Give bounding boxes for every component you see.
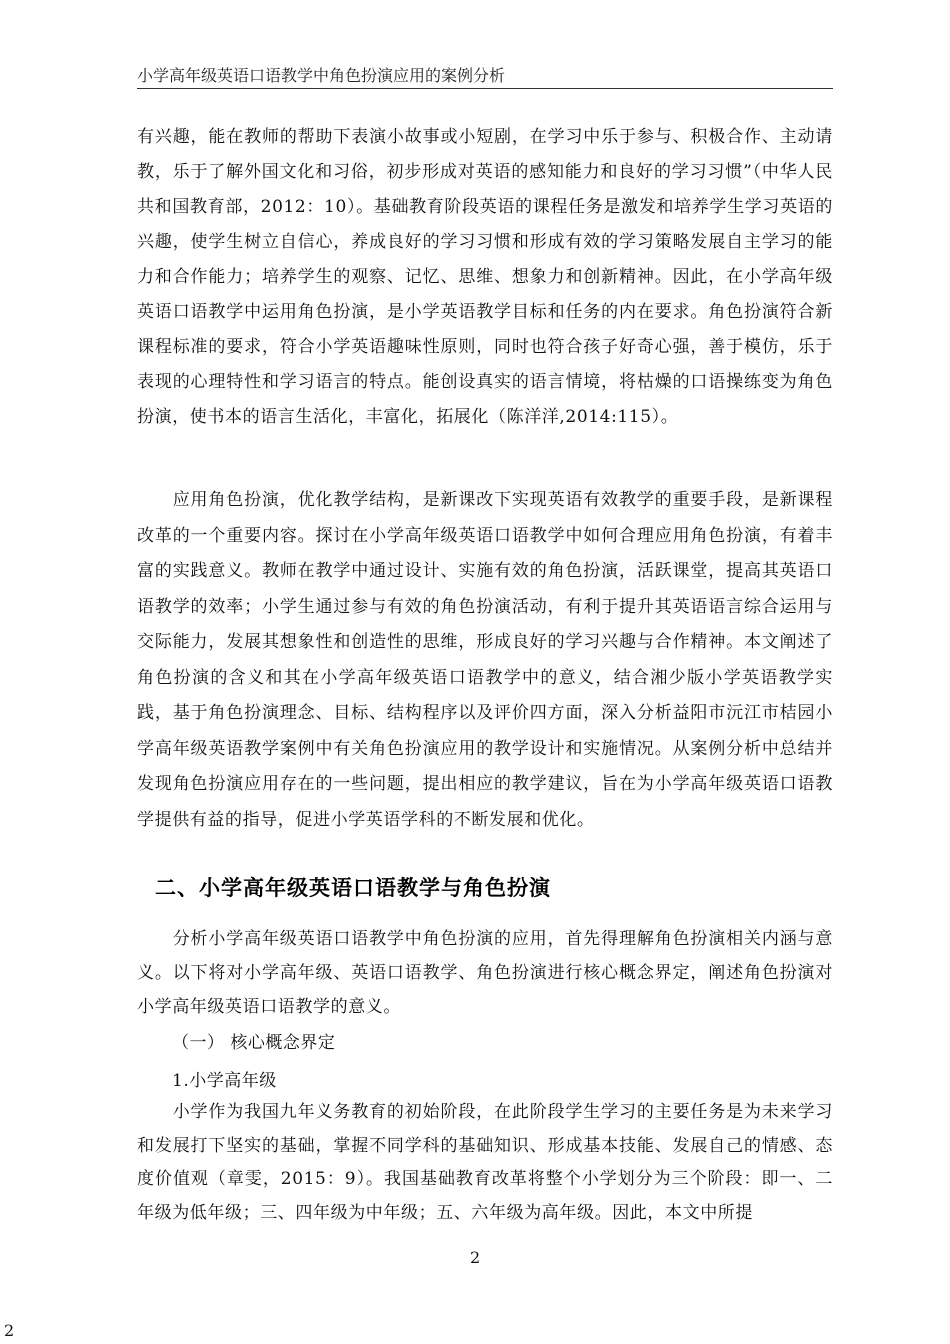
page-number: 2 <box>470 1248 481 1267</box>
paragraph-3-text: 分析小学高年级英语口语教学中角色扮演的应用，首先得理解角色扮演相关内涵与意义。以下将对小学高年级、英语口语教学、角色扮演进行核心概念界定，阐述角色扮演对小学高年级英语口语教学的意义。 <box>137 929 833 1017</box>
paragraph-4 <box>137 1096 833 1230</box>
paragraph-4-text: 小学作为我国九年义务教育的初始阶段，在此阶段学生学习的主要任务是为未来学习和发展打下坚实的基础，掌握不同学科的基础知识、形成基本技能、发展自己的情感、态度价值观（章雯，2015：9）。我国基础教育改革将整个小学划分为三个阶段：即一、二年级为低年级；三、四年级为中年级；五、六年级为高年级。因此，本文中所提 <box>137 1102 833 1223</box>
paragraph-1-text: 有兴趣，能在教师的帮助下表演小故事或小短剧，在学习中乐于参与、积极合作、主动请教，乐于了解外国文化和习俗，初步形成对英语的感知能力和良好的学习习惯”（中华人民共和国教育部，2012：10）。基础教育阶段英语的课程任务是激发和培养学生学习英语的兴趣，使学生树立自信心，养成良好的学习习惯和形成有效的学习策略发展自主学习的能力和合作能力；培养学生的观察、记忆、思维、想象力和创新精神。因此，在小学高年级英语口语教学中运用角色扮演，是小学英语教学目标和任务的内在要求。角色扮演符合新课程标准的要求，符合小学英语趣味性原则，同时也符合孩子好奇心强，善于模仿，乐于表现的心理特性和学习语言的特点。能创设真实的语言情境，将枯燥的口语操练变为角色扮演，使书本的语言生活化，丰富化，拓展化（陈洋洋,2014:115）。 <box>137 127 833 427</box>
subheading-upper-grades: 1.小学高年级 <box>172 1071 277 1091</box>
section-heading: 二、小学高年级英语口语教学与角色扮演 <box>155 876 551 900</box>
subheading-core-concepts: （一） 核心概念界定 <box>172 1033 336 1053</box>
running-header: 小学高年级英语口语教学中角色扮演应用的案例分析 <box>137 66 506 85</box>
header-divider <box>137 88 833 89</box>
paragraph-1 <box>137 120 833 435</box>
margin-page-number: 2 <box>4 1321 15 1340</box>
paragraph-2-text: 应用角色扮演，优化教学结构，是新课改下实现英语有效教学的重要手段，是新课程改革的一个重要内容。探讨在小学高年级英语口语教学中如何合理应用角色扮演，有着丰富的实践意义。教师在教学中通过设计、实施有效的角色扮演，活跃课堂，提高其英语口语教学的效率；小学生通过参与有效的角色扮演活动，有利于提升其英语语言综合运用与交际能力，发展其想象性和创造性的思维，形成良好的学习兴趣与合作精神。本文阐述了角色扮演的含义和其在小学高年级英语口语教学中的意义，结合湘少版小学英语教学实践，基于角色扮演理念、目标、结构程序以及评价四方面，深入分析益阳市沅江市桔园小学高年级英语教学案例中有关角色扮演应用的教学设计和实施情况。从案例分析中总结并发现角色扮演应用存在的一些问题，提出相应的教学建议，旨在为小学高年级英语口语教学提供有益的指导，促进小学英语学科的不断发展和优化。 <box>137 490 833 830</box>
paragraph-2 <box>137 483 833 838</box>
paragraph-3 <box>137 922 833 1024</box>
